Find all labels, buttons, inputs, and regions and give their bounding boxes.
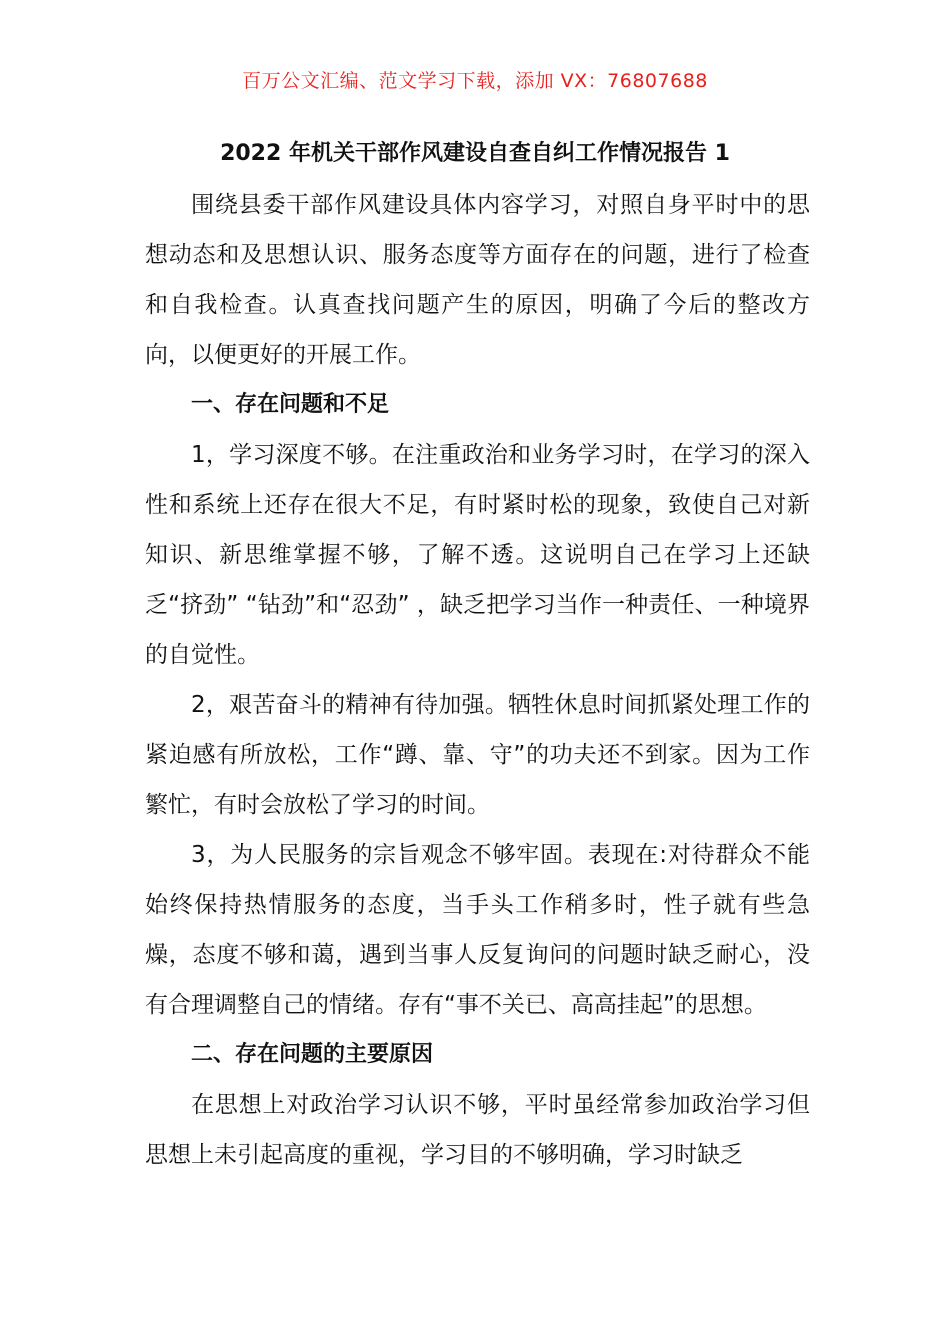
promo-banner: 百万公文汇编、范文学习下载，添加 VX：76807688 xyxy=(242,70,708,92)
problem-item-1: 1，学习深度不够。在注重政治和业务学习时，在学习的深入性和系统上还存在很大不足，有时紧时松的现象，致使自己对新知识、新思维掌握不够，了解不透。这说明自己在学习上还缺乏“挤劲” “钻劲”和“忍劲” ，缺乏把学习当作一种责任、一种境界的自觉性。 xyxy=(145,442,810,668)
section-heading-problems: 一、存在问题和不足 xyxy=(191,392,390,417)
problem-item-3: 3，为人民服务的宗旨观念不够牢固。表现在:对待群众不能始终保持热情服务的态度，当手头工作稍多时，性子就有些急燥，态度不够和蔼，遇到当事人反复询问的问题时缺乏耐心，没有合理调整自己的情绪。存有“事不关已、高高挂起”的思想。 xyxy=(145,842,810,1018)
document-body xyxy=(145,180,810,1180)
document-title: 2022 年机关干部作风建设自查自纠工作情况报告 1 xyxy=(220,141,730,166)
section-heading-causes: 二、存在问题的主要原因 xyxy=(191,1042,434,1067)
intro-paragraph: 围绕县委干部作风建设具体内容学习，对照自身平时中的思想动态和及思想认识、服务态度等方面存在的问题，进行了检查和自我检查。认真查找问题产生的原因，明确了今后的整改方向，以便更好的开展工作。 xyxy=(145,192,810,368)
cause-paragraph-1: 在思想上对政治学习认识不够，平时虽经常参加政治学习但思想上未引起高度的重视，学习目的不够明确，学习时缺乏 xyxy=(145,1092,810,1168)
problem-item-2: 2，艰苦奋斗的精神有待加强。牺牲休息时间抓紧处理工作的紧迫感有所放松，工作“蹲、靠、守”的功夫还不到家。因为工作繁忙，有时会放松了学习的时间。 xyxy=(145,692,810,818)
